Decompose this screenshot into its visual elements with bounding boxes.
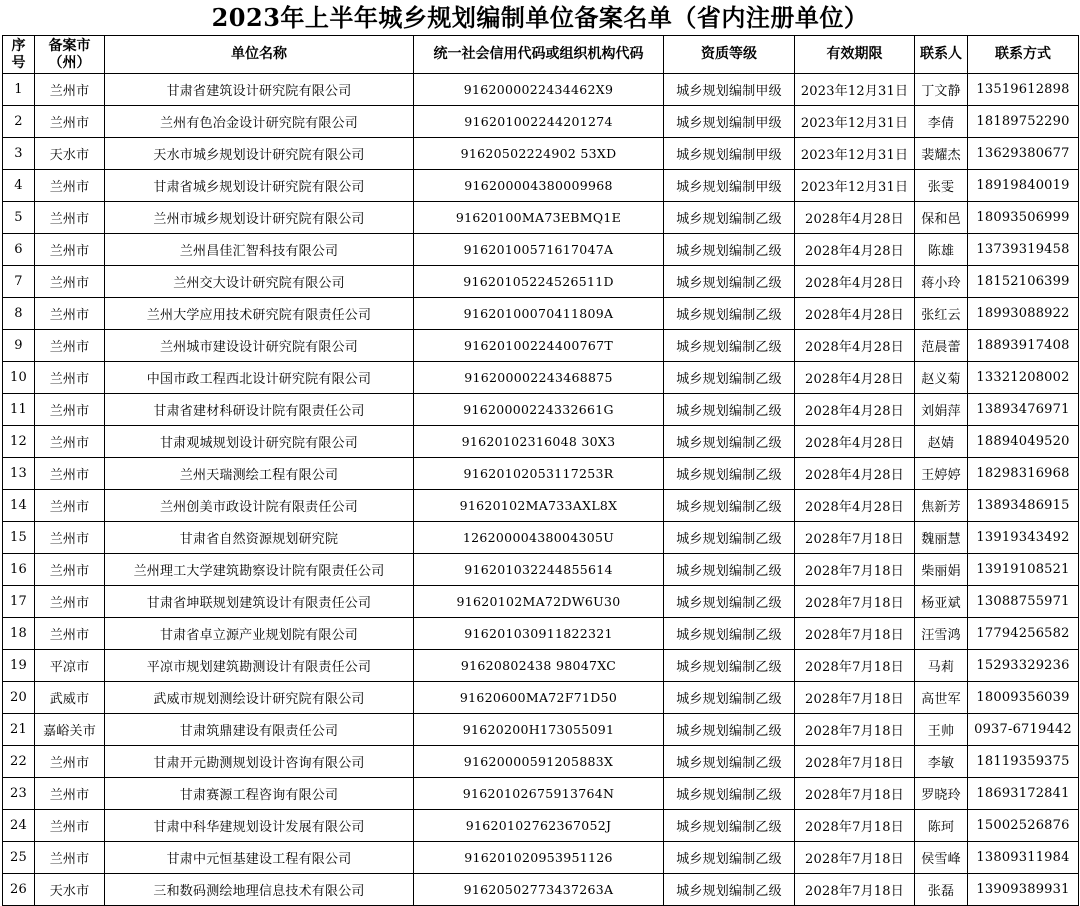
cell-grade: 城乡规划编制乙级 bbox=[664, 234, 795, 266]
cell-expiry: 2028年4月28日 bbox=[795, 234, 915, 266]
cell-grade: 城乡规划编制甲级 bbox=[664, 74, 795, 106]
cell-city: 天水市 bbox=[35, 138, 105, 170]
cell-grade: 城乡规划编制乙级 bbox=[664, 746, 795, 778]
table-row bbox=[3, 650, 1079, 682]
cell-no: 23 bbox=[3, 778, 35, 810]
cell-no: 17 bbox=[3, 586, 35, 618]
cell-contact: 李敏 bbox=[915, 746, 968, 778]
cell-phone: 18693172841 bbox=[968, 778, 1079, 810]
cell-contact: 马莉 bbox=[915, 650, 968, 682]
cell-grade: 城乡规划编制乙级 bbox=[664, 522, 795, 554]
cell-phone: 15002526876 bbox=[968, 810, 1079, 842]
cell-grade: 城乡规划编制乙级 bbox=[664, 842, 795, 874]
cell-no: 21 bbox=[3, 714, 35, 746]
cell-expiry: 2028年7月18日 bbox=[795, 874, 915, 906]
cell-contact: 张雯 bbox=[915, 170, 968, 202]
cell-grade: 城乡规划编制乙级 bbox=[664, 266, 795, 298]
cell-phone: 13809311984 bbox=[968, 842, 1079, 874]
cell-credit-code: 91620802438 98047XC bbox=[414, 650, 664, 682]
table-row bbox=[3, 138, 1079, 170]
cell-city: 兰州市 bbox=[35, 330, 105, 362]
cell-phone: 13919343492 bbox=[968, 522, 1079, 554]
cell-credit-code: 91620000591205883X bbox=[414, 746, 664, 778]
cell-contact: 蒋小玲 bbox=[915, 266, 968, 298]
cell-contact: 刘娟萍 bbox=[915, 394, 968, 426]
cell-credit-code: 916200004380009968 bbox=[414, 170, 664, 202]
cell-phone: 18298316968 bbox=[968, 458, 1079, 490]
cell-credit-code: 91620102053117253R bbox=[414, 458, 664, 490]
header-expiry: 有效期限 bbox=[795, 36, 915, 74]
cell-city: 兰州市 bbox=[35, 298, 105, 330]
cell-phone: 13919108521 bbox=[968, 554, 1079, 586]
cell-expiry: 2028年7月18日 bbox=[795, 554, 915, 586]
cell-expiry: 2028年4月28日 bbox=[795, 202, 915, 234]
cell-phone: 13909389931 bbox=[968, 874, 1079, 906]
cell-city: 兰州市 bbox=[35, 170, 105, 202]
cell-contact: 保和邑 bbox=[915, 202, 968, 234]
cell-grade: 城乡规划编制乙级 bbox=[664, 586, 795, 618]
cell-expiry: 2028年7月18日 bbox=[795, 618, 915, 650]
header-no bbox=[3, 36, 35, 74]
cell-credit-code: 91620502224902 53XD bbox=[414, 138, 664, 170]
cell-credit-code: 91620102675913764N bbox=[414, 778, 664, 810]
table-row bbox=[3, 426, 1079, 458]
cell-company-name: 兰州市城乡规划设计研究院有限公司 bbox=[105, 202, 414, 234]
cell-expiry: 2028年7月18日 bbox=[795, 650, 915, 682]
cell-expiry: 2028年4月28日 bbox=[795, 394, 915, 426]
cell-city: 兰州市 bbox=[35, 458, 105, 490]
cell-no: 25 bbox=[3, 842, 35, 874]
cell-company-name: 天水市城乡规划设计研究院有限公司 bbox=[105, 138, 414, 170]
cell-credit-code: 916201020953951126 bbox=[414, 842, 664, 874]
cell-city: 兰州市 bbox=[35, 490, 105, 522]
cell-city: 兰州市 bbox=[35, 554, 105, 586]
cell-contact: 张磊 bbox=[915, 874, 968, 906]
cell-phone: 18119359375 bbox=[968, 746, 1079, 778]
table-row bbox=[3, 266, 1079, 298]
header-no-line1: 序 bbox=[11, 37, 26, 54]
cell-grade: 城乡规划编制乙级 bbox=[664, 394, 795, 426]
cell-grade: 城乡规划编制乙级 bbox=[664, 554, 795, 586]
cell-phone: 13088755971 bbox=[968, 586, 1079, 618]
cell-expiry: 2028年7月18日 bbox=[795, 746, 915, 778]
cell-credit-code: 91620600MA72F71D50 bbox=[414, 682, 664, 714]
cell-city: 嘉峪关市 bbox=[35, 714, 105, 746]
cell-credit-code: 91620105224526511D bbox=[414, 266, 664, 298]
cell-expiry: 2028年7月18日 bbox=[795, 682, 915, 714]
cell-phone: 0937-6719442 bbox=[968, 714, 1079, 746]
cell-no: 7 bbox=[3, 266, 35, 298]
cell-grade: 城乡规划编制乙级 bbox=[664, 650, 795, 682]
cell-no: 10 bbox=[3, 362, 35, 394]
cell-company-name: 甘肃中元恒基建设工程有限公司 bbox=[105, 842, 414, 874]
cell-grade: 城乡规划编制乙级 bbox=[664, 298, 795, 330]
cell-expiry: 2028年7月18日 bbox=[795, 522, 915, 554]
cell-no: 8 bbox=[3, 298, 35, 330]
cell-expiry: 2028年4月28日 bbox=[795, 490, 915, 522]
cell-credit-code: 91620200H173055091 bbox=[414, 714, 664, 746]
cell-grade: 城乡规划编制乙级 bbox=[664, 458, 795, 490]
cell-city: 平凉市 bbox=[35, 650, 105, 682]
cell-no: 9 bbox=[3, 330, 35, 362]
cell-grade: 城乡规划编制乙级 bbox=[664, 202, 795, 234]
cell-company-name: 甘肃开元勘测规划设计咨询有限公司 bbox=[105, 746, 414, 778]
cell-phone: 18993088922 bbox=[968, 298, 1079, 330]
cell-credit-code: 91620102MA72DW6U30 bbox=[414, 586, 664, 618]
cell-no: 5 bbox=[3, 202, 35, 234]
cell-grade: 城乡规划编制乙级 bbox=[664, 778, 795, 810]
cell-no: 6 bbox=[3, 234, 35, 266]
header-city-line1: 备案市 bbox=[48, 37, 91, 54]
cell-city: 武威市 bbox=[35, 682, 105, 714]
cell-city: 兰州市 bbox=[35, 362, 105, 394]
table-row bbox=[3, 778, 1079, 810]
cell-contact: 陈珂 bbox=[915, 810, 968, 842]
cell-company-name: 兰州有色冶金设计研究院有限公司 bbox=[105, 106, 414, 138]
cell-phone: 18009356039 bbox=[968, 682, 1079, 714]
cell-company-name: 甘肃省自然资源规划研究院 bbox=[105, 522, 414, 554]
cell-no: 12 bbox=[3, 426, 35, 458]
cell-grade: 城乡规划编制乙级 bbox=[664, 618, 795, 650]
table-row bbox=[3, 586, 1079, 618]
header-city-line2: （州） bbox=[48, 54, 91, 71]
cell-company-name: 甘肃筑鼎建设有限责任公司 bbox=[105, 714, 414, 746]
cell-no: 4 bbox=[3, 170, 35, 202]
cell-phone: 13893476971 bbox=[968, 394, 1079, 426]
cell-no: 22 bbox=[3, 746, 35, 778]
cell-company-name: 甘肃省建材科研设计院有限责任公司 bbox=[105, 394, 414, 426]
table-row bbox=[3, 394, 1079, 426]
cell-contact: 李倩 bbox=[915, 106, 968, 138]
cell-grade: 城乡规划编制乙级 bbox=[664, 682, 795, 714]
cell-expiry: 2023年12月31日 bbox=[795, 138, 915, 170]
table-row bbox=[3, 746, 1079, 778]
cell-contact: 张红云 bbox=[915, 298, 968, 330]
cell-contact: 王婷婷 bbox=[915, 458, 968, 490]
cell-grade: 城乡规划编制乙级 bbox=[664, 426, 795, 458]
cell-no: 26 bbox=[3, 874, 35, 906]
cell-credit-code: 91620502773437263A bbox=[414, 874, 664, 906]
cell-contact: 赵义菊 bbox=[915, 362, 968, 394]
cell-contact: 高世军 bbox=[915, 682, 968, 714]
cell-no: 14 bbox=[3, 490, 35, 522]
cell-contact: 侯雪峰 bbox=[915, 842, 968, 874]
cell-phone: 13519612898 bbox=[968, 74, 1079, 106]
header-grade: 资质等级 bbox=[664, 36, 795, 74]
cell-grade: 城乡规划编制乙级 bbox=[664, 810, 795, 842]
cell-company-name: 三和数码测绘地理信息技术有限公司 bbox=[105, 874, 414, 906]
cell-phone: 18189752290 bbox=[968, 106, 1079, 138]
cell-company-name: 兰州城市建设设计研究院有限公司 bbox=[105, 330, 414, 362]
cell-credit-code: 916201002244201274 bbox=[414, 106, 664, 138]
cell-contact: 范晨蕾 bbox=[915, 330, 968, 362]
cell-expiry: 2028年4月28日 bbox=[795, 362, 915, 394]
cell-company-name: 武威市规划测绘设计研究院有限公司 bbox=[105, 682, 414, 714]
cell-city: 兰州市 bbox=[35, 842, 105, 874]
cell-expiry: 2028年7月18日 bbox=[795, 714, 915, 746]
cell-no: 2 bbox=[3, 106, 35, 138]
cell-contact: 焦新芳 bbox=[915, 490, 968, 522]
cell-credit-code: 91620100224400767T bbox=[414, 330, 664, 362]
registration-table bbox=[2, 35, 1079, 906]
table-row bbox=[3, 618, 1079, 650]
cell-city: 天水市 bbox=[35, 874, 105, 906]
cell-company-name: 甘肃省坤联规划建筑设计有限责任公司 bbox=[105, 586, 414, 618]
cell-credit-code: 91620100MA73EBMQ1E bbox=[414, 202, 664, 234]
header-phone: 联系方式 bbox=[968, 36, 1079, 74]
cell-city: 兰州市 bbox=[35, 202, 105, 234]
cell-credit-code: 91620100070411809A bbox=[414, 298, 664, 330]
table-row bbox=[3, 298, 1079, 330]
cell-expiry: 2023年12月31日 bbox=[795, 74, 915, 106]
table-header-row bbox=[3, 36, 1079, 74]
cell-no: 3 bbox=[3, 138, 35, 170]
cell-city: 兰州市 bbox=[35, 746, 105, 778]
cell-expiry: 2028年7月18日 bbox=[795, 810, 915, 842]
cell-company-name: 甘肃省城乡规划设计研究院有限公司 bbox=[105, 170, 414, 202]
cell-phone: 13629380677 bbox=[968, 138, 1079, 170]
cell-city: 兰州市 bbox=[35, 266, 105, 298]
cell-company-name: 兰州天瑞测绘工程有限公司 bbox=[105, 458, 414, 490]
cell-credit-code: 916201032244855614 bbox=[414, 554, 664, 586]
table-row bbox=[3, 74, 1079, 106]
cell-company-name: 兰州大学应用技术研究院有限责任公司 bbox=[105, 298, 414, 330]
cell-city: 兰州市 bbox=[35, 74, 105, 106]
table-row bbox=[3, 202, 1079, 234]
cell-no: 1 bbox=[3, 74, 35, 106]
table-row bbox=[3, 554, 1079, 586]
header-no-line2: 号 bbox=[11, 54, 26, 71]
table-row bbox=[3, 106, 1079, 138]
cell-expiry: 2028年4月28日 bbox=[795, 426, 915, 458]
cell-grade: 城乡规划编制乙级 bbox=[664, 714, 795, 746]
cell-contact: 柴丽娟 bbox=[915, 554, 968, 586]
cell-contact: 陈雄 bbox=[915, 234, 968, 266]
cell-no: 15 bbox=[3, 522, 35, 554]
cell-credit-code: 916201030911822321 bbox=[414, 618, 664, 650]
cell-phone: 17794256582 bbox=[968, 618, 1079, 650]
cell-company-name: 甘肃观城规划设计研究院有限公司 bbox=[105, 426, 414, 458]
cell-company-name: 兰州昌佳汇智科技有限公司 bbox=[105, 234, 414, 266]
cell-credit-code: 91620102MA733AXL8X bbox=[414, 490, 664, 522]
table-row bbox=[3, 682, 1079, 714]
cell-no: 13 bbox=[3, 458, 35, 490]
table-row bbox=[3, 234, 1079, 266]
table-row bbox=[3, 330, 1079, 362]
cell-contact: 罗晓玲 bbox=[915, 778, 968, 810]
cell-expiry: 2023年12月31日 bbox=[795, 106, 915, 138]
cell-phone: 18894049520 bbox=[968, 426, 1079, 458]
cell-company-name: 甘肃省建筑设计研究院有限公司 bbox=[105, 74, 414, 106]
cell-no: 16 bbox=[3, 554, 35, 586]
cell-company-name: 甘肃赛源工程咨询有限公司 bbox=[105, 778, 414, 810]
header-contact: 联系人 bbox=[915, 36, 968, 74]
table-row bbox=[3, 458, 1079, 490]
cell-contact: 杨亚斌 bbox=[915, 586, 968, 618]
cell-no: 20 bbox=[3, 682, 35, 714]
cell-phone: 18893917408 bbox=[968, 330, 1079, 362]
cell-grade: 城乡规划编制甲级 bbox=[664, 170, 795, 202]
header-name: 单位名称 bbox=[105, 36, 414, 74]
cell-company-name: 平凉市规划建筑勘测设计有限责任公司 bbox=[105, 650, 414, 682]
cell-expiry: 2028年4月28日 bbox=[795, 266, 915, 298]
table-body bbox=[3, 74, 1079, 906]
cell-phone: 18093506999 bbox=[968, 202, 1079, 234]
cell-company-name: 兰州理工大学建筑勘察设计院有限责任公司 bbox=[105, 554, 414, 586]
cell-contact: 裴耀杰 bbox=[915, 138, 968, 170]
page-title: 2023年上半年城乡规划编制单位备案名单（省内注册单位） bbox=[211, 3, 869, 32]
cell-expiry: 2028年7月18日 bbox=[795, 586, 915, 618]
cell-phone: 18152106399 bbox=[968, 266, 1079, 298]
cell-credit-code: 91620102316048 30X3 bbox=[414, 426, 664, 458]
table-row bbox=[3, 842, 1079, 874]
table-row bbox=[3, 362, 1079, 394]
cell-expiry: 2023年12月31日 bbox=[795, 170, 915, 202]
cell-no: 18 bbox=[3, 618, 35, 650]
cell-expiry: 2028年4月28日 bbox=[795, 458, 915, 490]
cell-credit-code: 12620000438004305U bbox=[414, 522, 664, 554]
cell-grade: 城乡规划编制乙级 bbox=[664, 490, 795, 522]
cell-grade: 城乡规划编制乙级 bbox=[664, 362, 795, 394]
cell-grade: 城乡规划编制甲级 bbox=[664, 138, 795, 170]
cell-company-name: 甘肃中科华建规划设计发展有限公司 bbox=[105, 810, 414, 842]
cell-credit-code: 91620000224332661G bbox=[414, 394, 664, 426]
cell-expiry: 2028年7月18日 bbox=[795, 778, 915, 810]
cell-expiry: 2028年4月28日 bbox=[795, 298, 915, 330]
cell-no: 11 bbox=[3, 394, 35, 426]
cell-contact: 丁文静 bbox=[915, 74, 968, 106]
cell-city: 兰州市 bbox=[35, 522, 105, 554]
cell-phone: 13893486915 bbox=[968, 490, 1079, 522]
table-row bbox=[3, 170, 1079, 202]
cell-contact: 魏丽慧 bbox=[915, 522, 968, 554]
cell-city: 兰州市 bbox=[35, 778, 105, 810]
cell-company-name: 兰州创美市政设计院有限责任公司 bbox=[105, 490, 414, 522]
cell-city: 兰州市 bbox=[35, 234, 105, 266]
cell-company-name: 中国市政工程西北设计研究院有限公司 bbox=[105, 362, 414, 394]
cell-credit-code: 916200002243468875 bbox=[414, 362, 664, 394]
cell-city: 兰州市 bbox=[35, 586, 105, 618]
cell-contact: 赵婧 bbox=[915, 426, 968, 458]
cell-company-name: 兰州交大设计研究院有限公司 bbox=[105, 266, 414, 298]
cell-phone: 13739319458 bbox=[968, 234, 1079, 266]
cell-grade: 城乡规划编制乙级 bbox=[664, 330, 795, 362]
table-row bbox=[3, 522, 1079, 554]
cell-phone: 13321208002 bbox=[968, 362, 1079, 394]
cell-no: 24 bbox=[3, 810, 35, 842]
cell-contact: 王帅 bbox=[915, 714, 968, 746]
cell-grade: 城乡规划编制乙级 bbox=[664, 874, 795, 906]
cell-city: 兰州市 bbox=[35, 618, 105, 650]
table-row bbox=[3, 810, 1079, 842]
cell-grade: 城乡规划编制甲级 bbox=[664, 106, 795, 138]
header-code: 统一社会信用代码或组织机构代码 bbox=[414, 36, 664, 74]
cell-city: 兰州市 bbox=[35, 426, 105, 458]
cell-expiry: 2028年4月28日 bbox=[795, 330, 915, 362]
cell-company-name: 甘肃省卓立源产业规划院有限公司 bbox=[105, 618, 414, 650]
table-row bbox=[3, 714, 1079, 746]
cell-city: 兰州市 bbox=[35, 106, 105, 138]
table-row bbox=[3, 490, 1079, 522]
cell-city: 兰州市 bbox=[35, 810, 105, 842]
cell-credit-code: 9162000022434462X9 bbox=[414, 74, 664, 106]
cell-contact: 汪雪鸿 bbox=[915, 618, 968, 650]
cell-no: 19 bbox=[3, 650, 35, 682]
cell-city: 兰州市 bbox=[35, 394, 105, 426]
cell-credit-code: 91620102762367052J bbox=[414, 810, 664, 842]
table-row bbox=[3, 874, 1079, 906]
cell-phone: 15293329236 bbox=[968, 650, 1079, 682]
header-city bbox=[35, 36, 105, 74]
cell-expiry: 2028年7月18日 bbox=[795, 842, 915, 874]
cell-credit-code: 91620100571617047A bbox=[414, 234, 664, 266]
cell-phone: 18919840019 bbox=[968, 170, 1079, 202]
